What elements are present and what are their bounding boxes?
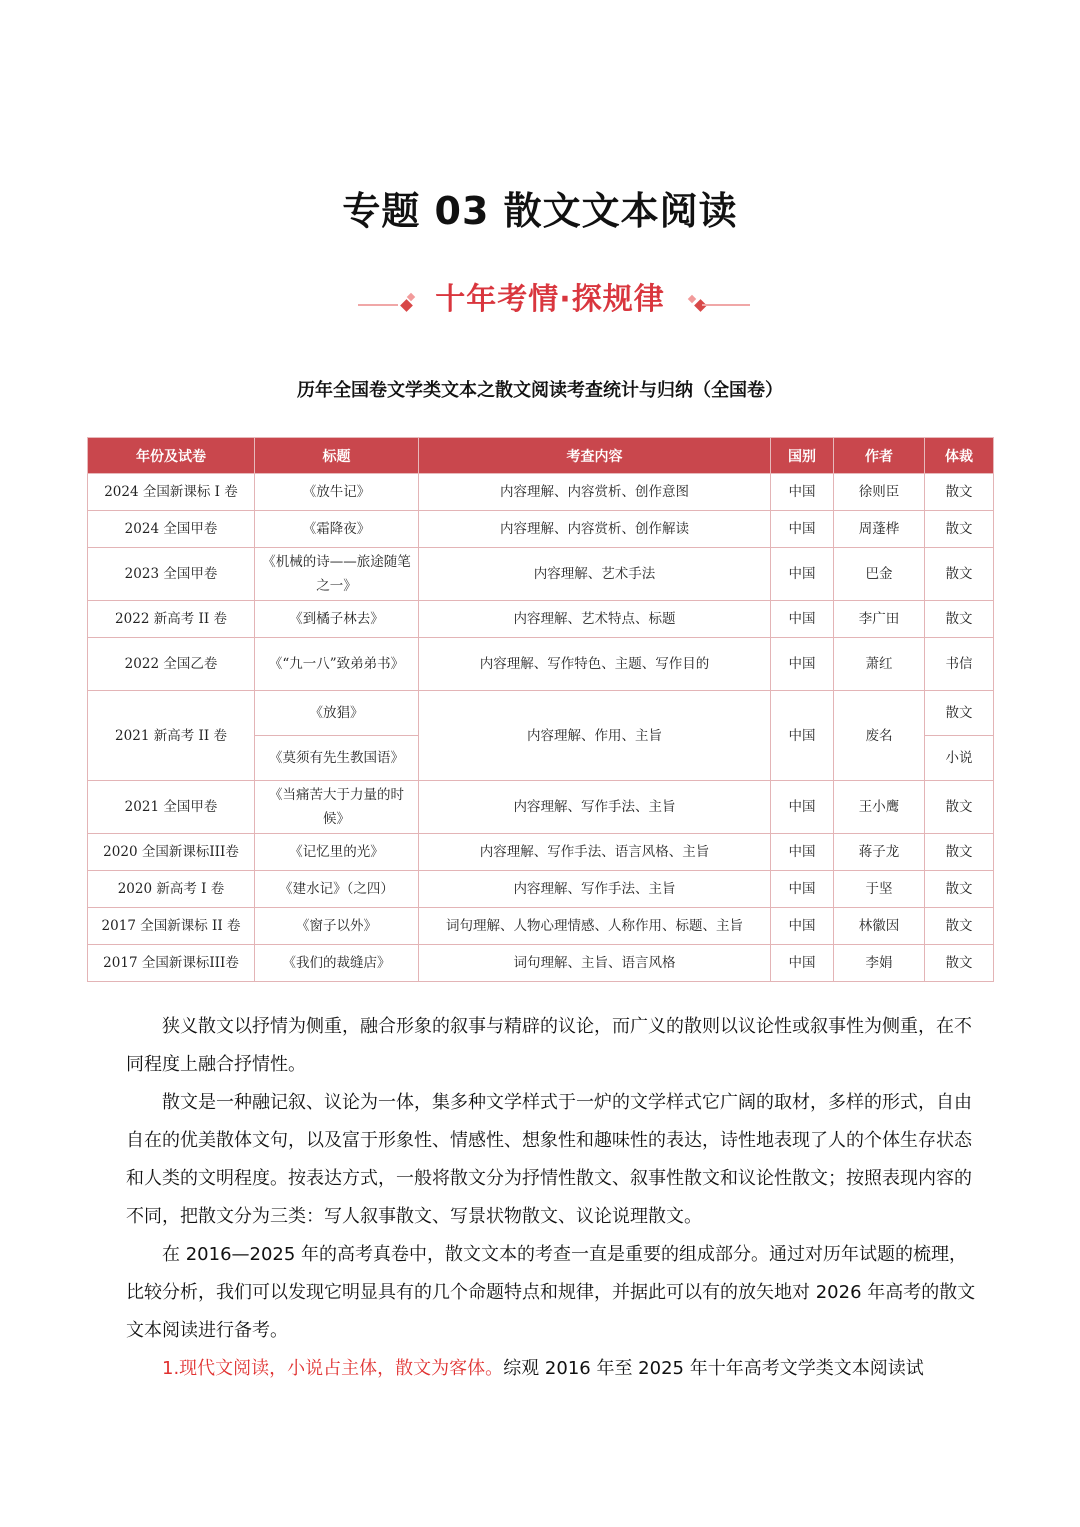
cell-author: 萧红 <box>834 638 925 691</box>
cell-title: 《霜降夜》 <box>255 511 419 548</box>
cell-content: 词句理解、主旨、语言风格 <box>419 945 771 982</box>
cell-author: 周蓬桦 <box>834 511 925 548</box>
table-row <box>88 834 994 871</box>
header-content: 考查内容 <box>419 438 771 474</box>
table-row <box>88 638 994 691</box>
cell-genre: 散文 <box>925 908 994 945</box>
cell-genre: 散文 <box>925 601 994 638</box>
cell-country: 中国 <box>771 601 834 638</box>
table-row <box>88 908 994 945</box>
cell-author: 巴金 <box>834 548 925 601</box>
header-title: 标题 <box>255 438 419 474</box>
table-row <box>88 781 994 834</box>
cell-author: 王小鹰 <box>834 781 925 834</box>
exam-stats-table <box>87 437 994 982</box>
cell-year: 2022 新高考 II 卷 <box>88 601 255 638</box>
cell-genre: 散文 <box>925 871 994 908</box>
cell-title: 《我们的裁缝店》 <box>255 945 419 982</box>
cell-genre: 散文 <box>925 781 994 834</box>
body-text <box>126 1008 978 1388</box>
cell-title: 《建水记》（之四） <box>255 871 419 908</box>
cell-author: 于坚 <box>834 871 925 908</box>
cell-year: 2017 全国新课标 II 卷 <box>88 908 255 945</box>
cell-genre: 散文 <box>925 834 994 871</box>
section-banner <box>340 274 760 324</box>
cell-genre: 散文 <box>925 945 994 982</box>
cell-author: 蒋子龙 <box>834 834 925 871</box>
table-caption: 历年全国卷文学类文本之散文阅读考查统计与归纳（全国卷） <box>297 380 783 401</box>
cell-content: 内容理解、艺术手法 <box>419 548 771 601</box>
cell-country: 中国 <box>771 871 834 908</box>
cell-author: 徐则臣 <box>834 474 925 511</box>
table-row <box>88 548 994 601</box>
cell-title: 《窗子以外》 <box>255 908 419 945</box>
point-one <box>126 1350 978 1388</box>
table-row <box>88 474 994 511</box>
cell-year: 2021 全国甲卷 <box>88 781 255 834</box>
cell-title: 《放猖》 <box>255 691 419 736</box>
cell-author: 李娟 <box>834 945 925 982</box>
page-title: 专题 03 散文文本阅读 <box>342 189 738 233</box>
cell-year: 2021 新高考 II 卷 <box>88 691 255 781</box>
cell-year: 2022 全国乙卷 <box>88 638 255 691</box>
banner-text: 十年考情·探规律 <box>435 282 665 317</box>
cell-year: 2017 全国新课标III卷 <box>88 945 255 982</box>
cell-country: 中国 <box>771 691 834 781</box>
cell-country: 中国 <box>771 908 834 945</box>
table-row <box>88 945 994 982</box>
banner-right-line <box>702 304 750 306</box>
cell-year: 2020 全国新课标III卷 <box>88 834 255 871</box>
cell-genre: 散文 <box>925 474 994 511</box>
cell-country: 中国 <box>771 945 834 982</box>
cell-content: 内容理解、写作手法、语言风格、主旨 <box>419 834 771 871</box>
cell-year: 2024 全国甲卷 <box>88 511 255 548</box>
cell-country: 中国 <box>771 511 834 548</box>
cell-author: 林徽因 <box>834 908 925 945</box>
cell-country: 中国 <box>771 638 834 691</box>
cell-year: 2024 全国新课标 I 卷 <box>88 474 255 511</box>
cell-content: 内容理解、内容赏析、创作意图 <box>419 474 771 511</box>
cell-genre: 书信 <box>925 638 994 691</box>
cell-author: 李广田 <box>834 601 925 638</box>
cell-title: 《记忆里的光》 <box>255 834 419 871</box>
table-row <box>88 871 994 908</box>
table-row <box>88 511 994 548</box>
header-author: 作者 <box>834 438 925 474</box>
cell-title: 《当痛苦大于力量的时候》 <box>255 781 419 834</box>
cell-genre: 散文 <box>925 691 994 736</box>
cell-genre: 散文 <box>925 548 994 601</box>
cell-country: 中国 <box>771 548 834 601</box>
point-one-text: 综观 2016 年至 2025 年十年高考文学类文本阅读试 <box>503 1358 924 1379</box>
cell-content: 内容理解、内容赏析、创作解读 <box>419 511 771 548</box>
cell-country: 中国 <box>771 781 834 834</box>
cell-genre: 散文 <box>925 511 994 548</box>
cell-content: 内容理解、写作手法、主旨 <box>419 871 771 908</box>
cell-title: 《机械的诗——旅途随笔之一》 <box>255 548 419 601</box>
cell-country: 中国 <box>771 474 834 511</box>
cell-author: 废名 <box>834 691 925 781</box>
cell-title: 《“九一八”致弟弟书》 <box>255 638 419 691</box>
cell-country: 中国 <box>771 834 834 871</box>
cell-title: 《放牛记》 <box>255 474 419 511</box>
paragraph: 散文是一种融记叙、议论为一体，集多种文学样式于一炉的文学样式它广阔的取材，多样的形式，自由自在的优美散体文句，以及富于形象性、情感性、想象性和趣味性的表达，诗性地表现了人的个体生存状态和人类的文明程度。按表达方式，一般将散文分为抒情性散文、叙事性散文和议论性散文；按照表现内容的不同，把散文分为三类：写人叙事散文、写景状物散文、议论说理散文。 <box>126 1092 972 1227</box>
header-year: 年份及试卷 <box>88 438 255 474</box>
paragraph: 在 2016—2025 年的高考真卷中，散文文本的考查一直是重要的组成部分。通过对历年试题的梳理，比较分析，我们可以发现它明显具有的几个命题特点和规律，并据此可以有的放矢地对 2026 年高考的散文文本阅读进行备考。 <box>126 1244 976 1341</box>
cell-content: 内容理解、写作手法、主旨 <box>419 781 771 834</box>
cell-title: 《莫须有先生教国语》 <box>255 736 419 781</box>
table-row <box>88 691 994 736</box>
header-country: 国别 <box>771 438 834 474</box>
cell-content: 词句理解、人物心理情感、人称作用、标题、主旨 <box>419 908 771 945</box>
header-genre: 体裁 <box>925 438 994 474</box>
table-row <box>88 601 994 638</box>
table-header-row <box>88 438 994 474</box>
cell-genre: 小说 <box>925 736 994 781</box>
cell-content: 内容理解、艺术特点、标题 <box>419 601 771 638</box>
point-one-highlight: 1.现代文阅读，小说占主体，散文为客体。 <box>162 1358 504 1379</box>
cell-content: 内容理解、作用、主旨 <box>419 691 771 781</box>
cell-content: 内容理解、写作特色、主题、写作目的 <box>419 638 771 691</box>
paragraph: 狭义散文以抒情为侧重，融合形象的叙事与精辟的议论，而广义的散则以议论性或叙事性为侧重，在不同程度上融合抒情性。 <box>126 1016 972 1075</box>
cell-year: 2020 新高考 I 卷 <box>88 871 255 908</box>
cell-title: 《到橘子林去》 <box>255 601 419 638</box>
cell-year: 2023 全国甲卷 <box>88 548 255 601</box>
